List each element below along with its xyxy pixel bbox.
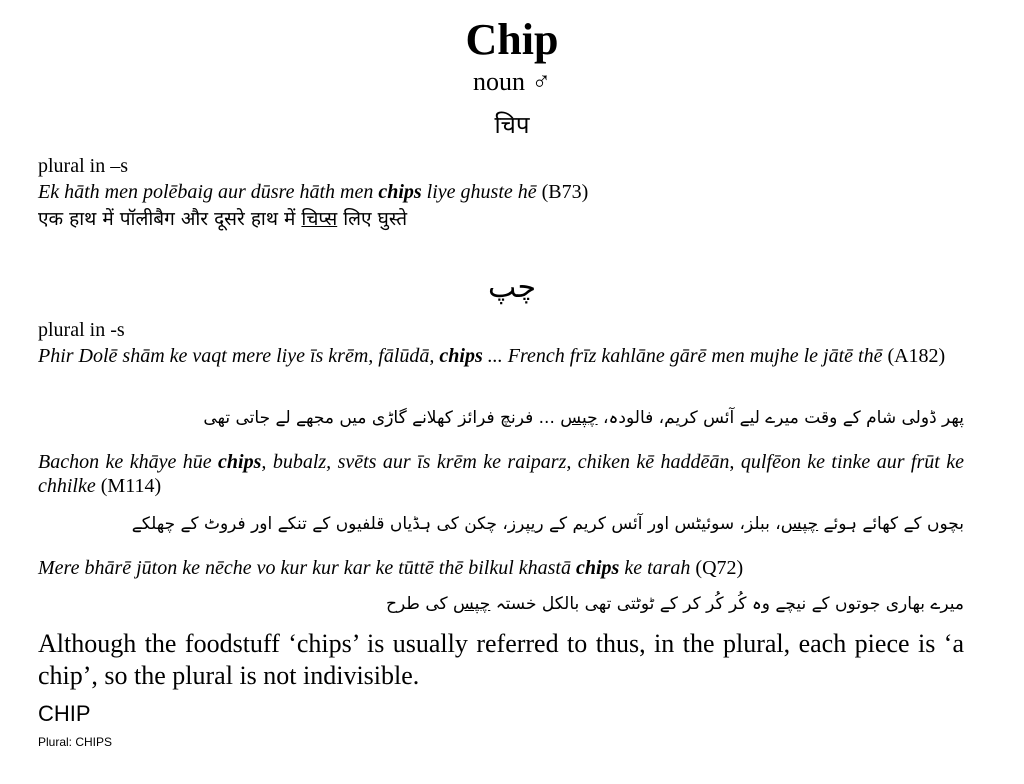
example-2-reference: (A182)	[882, 345, 946, 367]
example-1-hindi: एक हाथ में पॉलीबैग और दूसरे हाथ में चिप्स लिए घुस्ते	[38, 208, 408, 230]
example-3-text: Bachon ke khāye hūe chips, bubalz, svēts aur īs krēm ke raiparz, chiken kē haddēān, qulfēon ke tinke aur frūt ke chhilke	[38, 451, 964, 497]
example-2-text: Phir Dolē shām ke vaqt mere liye īs krēm, fālūdā, chips ... French frīz kahlāne gārē men mujhe le jātē thē	[38, 345, 883, 367]
example-4-reference: (Q72)	[690, 557, 744, 579]
part-of-speech: noun ♂	[473, 67, 551, 96]
english-plural: Plural: CHIPS	[38, 735, 113, 749]
hindi-keyword-chips: चिप्स	[301, 208, 338, 230]
example-2-transliteration	[38, 344, 964, 392]
urdu-plural-note: plural in -s	[38, 319, 125, 341]
example-4-text: Mere bhārē jūton ke nēche vo kur kur kar ke tūttē thē bilkul khastā chips ke tarah	[38, 557, 691, 579]
usage-note: Although the foodstuff ‘chips’ is usually referred to thus, in the plural, each piece is ‘a chip’, so the plural is not indivisible.	[38, 629, 964, 690]
example-3-urdu: بچوں کے کھائے ہوئے چپس، ببلز، سوئیٹس اور آئس کریم کے ریپرز، چکن کی ہڈیاں قلفیوں کے تنکے اور فروٹ کے چھلکے	[131, 514, 964, 534]
example-1-text: Ek hāth men polēbaig aur dūsre hāth men chips liye ghuste hē	[38, 181, 537, 203]
headword: Chip	[465, 15, 559, 64]
keyword-chips: chips	[575, 557, 620, 579]
example-4-transliteration	[38, 556, 964, 580]
urdu-keyword-chips: چپس	[780, 514, 819, 534]
example-2-urdu: پھر ڈولی شام کے وقت میرے لیے آئس کریم، فالودہ، چپس ... فرنچ فرائز کھلانے گاڑی میں مجھے لے جاتی تھی	[203, 408, 964, 428]
hindi-plural-note: plural in –s	[38, 155, 128, 177]
example-1-reference: (B73)	[536, 181, 589, 203]
keyword-chips: chips	[218, 451, 262, 473]
example-3-reference: (M114)	[95, 475, 162, 497]
example-1-transliteration	[38, 180, 964, 204]
urdu-keyword-chips: چپس	[453, 594, 491, 614]
example-4-urdu: میرے بھاری جوتوں کے نیچے وہ کُر کُر کر کے ٹوٹتی تھی بالکل خستہ چپس کی طرح	[386, 594, 964, 614]
example-3-transliteration	[38, 450, 964, 498]
urdu-headword: چپ	[487, 270, 536, 305]
hindi-headword: चिप	[494, 111, 530, 139]
urdu-keyword-chips: چپس	[560, 408, 598, 428]
english-headword: CHIP	[38, 701, 91, 726]
keyword-chips: chips	[378, 181, 422, 203]
keyword-chips: chips	[439, 345, 483, 367]
